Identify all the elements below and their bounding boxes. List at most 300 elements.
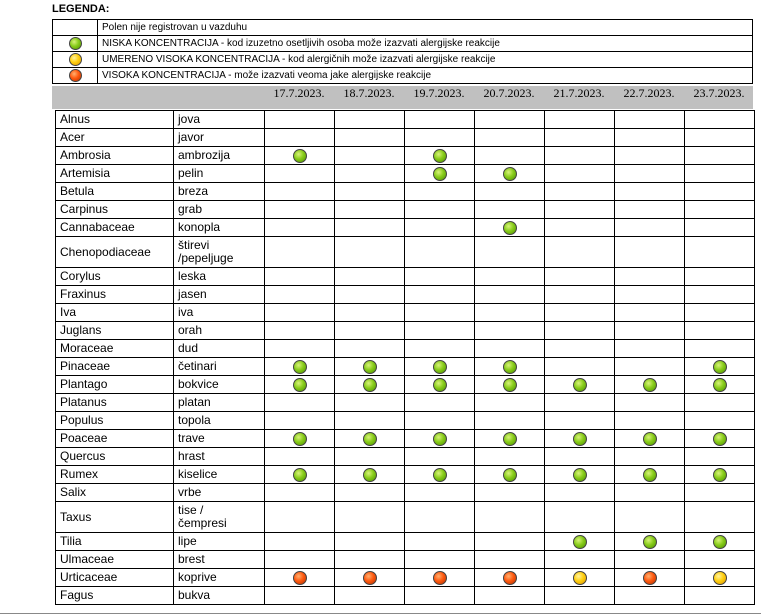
value-cell xyxy=(335,358,405,376)
low-concentration-icon xyxy=(573,432,587,446)
value-cell xyxy=(545,533,615,551)
local-name: bokvice xyxy=(174,376,265,394)
low-concentration-icon xyxy=(433,167,447,181)
value-cell xyxy=(545,430,615,448)
value-cell xyxy=(615,430,685,448)
table-row xyxy=(56,111,755,129)
value-cell xyxy=(335,322,405,340)
value-cell xyxy=(265,569,335,587)
value-cell xyxy=(545,322,615,340)
legend-symbol xyxy=(53,52,98,68)
value-cell xyxy=(265,147,335,165)
local-name: dud xyxy=(174,340,265,358)
value-cell xyxy=(335,484,405,502)
value-cell xyxy=(615,219,685,237)
legend-text: NISKA KONCENTRACIJA - kod izuzetno osetljivih osoba može izazvati alergijske reakcije xyxy=(98,36,753,52)
date-header: 23.7.2023. xyxy=(693,86,745,100)
local-name xyxy=(174,502,265,533)
high-concentration-icon xyxy=(363,571,377,585)
bottom-divider xyxy=(0,613,761,614)
value-cell xyxy=(475,183,545,201)
value-cell xyxy=(475,219,545,237)
value-cell xyxy=(545,219,615,237)
high-concentration-icon xyxy=(433,571,447,585)
local-name: leska xyxy=(174,268,265,286)
value-cell xyxy=(685,587,755,605)
latin-name: Poaceae xyxy=(56,430,174,448)
value-cell xyxy=(685,484,755,502)
legend-symbol xyxy=(53,36,98,52)
low-concentration-icon xyxy=(433,468,447,482)
date-header: 18.7.2023. xyxy=(343,86,395,100)
latin-name: Iva xyxy=(56,304,174,322)
value-cell xyxy=(335,147,405,165)
value-cell xyxy=(405,587,475,605)
latin-name: Ambrosia xyxy=(56,147,174,165)
value-cell xyxy=(685,111,755,129)
high-concentration-icon xyxy=(293,571,307,585)
value-cell xyxy=(335,551,405,569)
value-cell xyxy=(335,268,405,286)
value-cell xyxy=(685,268,755,286)
value-cell xyxy=(685,219,755,237)
value-cell xyxy=(475,201,545,219)
low-concentration-icon xyxy=(713,378,727,392)
value-cell xyxy=(475,322,545,340)
low-concentration-icon xyxy=(643,378,657,392)
value-cell xyxy=(335,129,405,147)
value-cell xyxy=(265,340,335,358)
mid-concentration-icon xyxy=(573,571,587,585)
value-cell xyxy=(265,268,335,286)
value-cell xyxy=(405,268,475,286)
value-cell xyxy=(405,394,475,412)
value-cell xyxy=(685,304,755,322)
value-cell xyxy=(265,129,335,147)
value-cell xyxy=(405,502,475,533)
value-cell xyxy=(475,502,545,533)
value-cell xyxy=(405,286,475,304)
table-row xyxy=(56,376,755,394)
value-cell xyxy=(265,466,335,484)
value-cell xyxy=(265,358,335,376)
low-concentration-icon xyxy=(363,432,377,446)
low-concentration-icon xyxy=(293,468,307,482)
local-name: kiselice xyxy=(174,466,265,484)
value-cell xyxy=(615,340,685,358)
latin-name: Carpinus xyxy=(56,201,174,219)
value-cell xyxy=(405,484,475,502)
value-cell xyxy=(545,340,615,358)
low-concentration-icon xyxy=(363,468,377,482)
table-row xyxy=(56,412,755,430)
value-cell xyxy=(475,286,545,304)
value-cell xyxy=(545,551,615,569)
low-concentration-icon xyxy=(69,37,82,50)
value-cell xyxy=(475,111,545,129)
value-cell xyxy=(335,502,405,533)
value-cell xyxy=(405,129,475,147)
low-concentration-icon xyxy=(293,378,307,392)
local-name: platan xyxy=(174,394,265,412)
latin-name: Alnus xyxy=(56,111,174,129)
value-cell xyxy=(265,165,335,183)
value-cell xyxy=(405,551,475,569)
latin-name: Urticaceae xyxy=(56,569,174,587)
value-cell xyxy=(545,286,615,304)
local-name: javor xyxy=(174,129,265,147)
value-cell xyxy=(335,286,405,304)
local-name: lipe xyxy=(174,533,265,551)
value-cell xyxy=(615,448,685,466)
local-name: orah xyxy=(174,322,265,340)
value-cell xyxy=(545,165,615,183)
low-concentration-icon xyxy=(503,378,517,392)
value-cell xyxy=(615,286,685,304)
value-cell xyxy=(615,129,685,147)
table-row xyxy=(56,322,755,340)
value-cell xyxy=(685,502,755,533)
value-cell xyxy=(545,183,615,201)
value-cell xyxy=(265,484,335,502)
value-cell xyxy=(475,376,545,394)
low-concentration-icon xyxy=(643,432,657,446)
table-row xyxy=(56,551,755,569)
table-row xyxy=(56,484,755,502)
value-cell xyxy=(475,412,545,430)
value-cell xyxy=(685,551,755,569)
value-cell xyxy=(545,448,615,466)
value-cell xyxy=(685,340,755,358)
legend-symbol xyxy=(53,20,98,36)
local-name: bukva xyxy=(174,587,265,605)
value-cell xyxy=(685,286,755,304)
value-cell xyxy=(475,533,545,551)
value-cell xyxy=(475,484,545,502)
value-cell xyxy=(545,394,615,412)
value-cell xyxy=(265,448,335,466)
legend-table xyxy=(52,19,753,84)
table-row xyxy=(56,183,755,201)
value-cell xyxy=(545,111,615,129)
local-name-line: /pepeljuge xyxy=(178,251,234,265)
date-header-bar xyxy=(52,86,753,109)
value-cell xyxy=(475,448,545,466)
value-cell xyxy=(545,147,615,165)
value-cell xyxy=(405,340,475,358)
low-concentration-icon xyxy=(433,378,447,392)
value-cell xyxy=(405,165,475,183)
table-row xyxy=(56,304,755,322)
value-cell xyxy=(545,569,615,587)
value-cell xyxy=(685,430,755,448)
low-concentration-icon xyxy=(643,535,657,549)
value-cell xyxy=(615,484,685,502)
high-concentration-icon xyxy=(503,571,517,585)
value-cell xyxy=(545,587,615,605)
low-concentration-icon xyxy=(293,149,307,163)
value-cell xyxy=(475,358,545,376)
table-row xyxy=(56,587,755,605)
value-cell xyxy=(545,304,615,322)
date-header: 22.7.2023. xyxy=(623,86,675,100)
value-cell xyxy=(545,412,615,430)
value-cell xyxy=(475,587,545,605)
low-concentration-icon xyxy=(573,378,587,392)
date-header: 21.7.2023. xyxy=(553,86,605,100)
local-name: konopla xyxy=(174,219,265,237)
value-cell xyxy=(685,147,755,165)
local-name-line: tise / xyxy=(178,503,204,517)
latin-name: Salix xyxy=(56,484,174,502)
value-cell xyxy=(335,394,405,412)
legend-row xyxy=(53,52,753,68)
latin-name: Populus xyxy=(56,412,174,430)
high-concentration-icon xyxy=(643,571,657,585)
value-cell xyxy=(405,358,475,376)
table-row xyxy=(56,219,755,237)
table-row xyxy=(56,569,755,587)
value-cell xyxy=(335,201,405,219)
latin-name: Acer xyxy=(56,129,174,147)
legend-row xyxy=(53,68,753,84)
local-name: trave xyxy=(174,430,265,448)
table-row xyxy=(56,129,755,147)
latin-name: Juglans xyxy=(56,322,174,340)
table-row xyxy=(56,268,755,286)
low-concentration-icon xyxy=(503,432,517,446)
value-cell xyxy=(545,502,615,533)
table-row xyxy=(56,466,755,484)
low-concentration-icon xyxy=(573,535,587,549)
latin-name: Corylus xyxy=(56,268,174,286)
value-cell xyxy=(475,430,545,448)
low-concentration-icon xyxy=(503,221,517,235)
value-cell xyxy=(545,237,615,268)
latin-name: Moraceae xyxy=(56,340,174,358)
value-cell xyxy=(335,165,405,183)
value-cell xyxy=(265,304,335,322)
value-cell xyxy=(405,219,475,237)
value-cell xyxy=(265,587,335,605)
value-cell xyxy=(615,376,685,394)
latin-name: Plantago xyxy=(56,376,174,394)
value-cell xyxy=(265,111,335,129)
table-row xyxy=(56,237,755,268)
value-cell xyxy=(685,201,755,219)
mid-concentration-icon xyxy=(713,571,727,585)
low-concentration-icon xyxy=(713,360,727,374)
value-cell xyxy=(335,587,405,605)
local-name: brest xyxy=(174,551,265,569)
value-cell xyxy=(405,376,475,394)
value-cell xyxy=(335,304,405,322)
value-cell xyxy=(685,448,755,466)
value-cell xyxy=(335,448,405,466)
high-concentration-icon xyxy=(69,69,82,82)
value-cell xyxy=(405,430,475,448)
value-cell xyxy=(615,111,685,129)
value-cell xyxy=(545,358,615,376)
value-cell xyxy=(335,376,405,394)
value-cell xyxy=(685,237,755,268)
value-cell xyxy=(405,183,475,201)
value-cell xyxy=(475,466,545,484)
value-cell xyxy=(405,412,475,430)
value-cell xyxy=(685,358,755,376)
value-cell xyxy=(335,111,405,129)
value-cell xyxy=(475,165,545,183)
value-cell xyxy=(475,340,545,358)
value-cell xyxy=(265,286,335,304)
value-cell xyxy=(405,304,475,322)
latin-name: Pinaceae xyxy=(56,358,174,376)
value-cell xyxy=(265,183,335,201)
table-row xyxy=(56,286,755,304)
latin-name: Quercus xyxy=(56,448,174,466)
table-row xyxy=(56,147,755,165)
value-cell xyxy=(265,412,335,430)
value-cell xyxy=(265,376,335,394)
value-cell xyxy=(335,412,405,430)
value-cell xyxy=(615,502,685,533)
value-cell xyxy=(545,376,615,394)
local-name: jasen xyxy=(174,286,265,304)
value-cell xyxy=(615,551,685,569)
value-cell xyxy=(265,237,335,268)
low-concentration-icon xyxy=(433,432,447,446)
value-cell xyxy=(475,304,545,322)
value-cell xyxy=(615,268,685,286)
local-name: hrast xyxy=(174,448,265,466)
value-cell xyxy=(335,430,405,448)
value-cell xyxy=(685,376,755,394)
local-name: breza xyxy=(174,183,265,201)
local-name: ambrozija xyxy=(174,147,265,165)
value-cell xyxy=(475,147,545,165)
local-name: topola xyxy=(174,412,265,430)
value-cell xyxy=(545,466,615,484)
low-concentration-icon xyxy=(713,535,727,549)
value-cell xyxy=(335,533,405,551)
value-cell xyxy=(405,111,475,129)
low-concentration-icon xyxy=(293,360,307,374)
value-cell xyxy=(335,466,405,484)
legend-row xyxy=(53,20,753,36)
latin-name: Fraxinus xyxy=(56,286,174,304)
value-cell xyxy=(335,340,405,358)
value-cell xyxy=(405,322,475,340)
latin-name: Platanus xyxy=(56,394,174,412)
legend-text: Polen nije registrovan u vazduhu xyxy=(98,20,753,36)
mid-concentration-icon xyxy=(69,53,82,66)
legend-text: UMERENO VISOKA KONCENTRACIJA - kod alergičnih može izazvati alergijske reakcije xyxy=(98,52,753,68)
table-row xyxy=(56,358,755,376)
value-cell xyxy=(475,551,545,569)
legend-symbol xyxy=(53,68,98,84)
local-name: grab xyxy=(174,201,265,219)
date-header: 20.7.2023. xyxy=(483,86,535,100)
legend-text: VISOKA KONCENTRACIJA - može izazvati veoma jake alergijske reakcije xyxy=(98,68,753,84)
legend-title: LEGENDA: xyxy=(52,3,110,15)
latin-name: Rumex xyxy=(56,466,174,484)
value-cell xyxy=(265,533,335,551)
local-name-line: čempresi xyxy=(178,516,227,530)
value-cell xyxy=(265,502,335,533)
value-cell xyxy=(615,394,685,412)
value-cell xyxy=(615,569,685,587)
table-row xyxy=(56,430,755,448)
local-name-line: štirevi xyxy=(178,238,210,252)
local-name xyxy=(174,237,265,268)
value-cell xyxy=(405,237,475,268)
latin-name: Tilia xyxy=(56,533,174,551)
value-cell xyxy=(405,201,475,219)
value-cell xyxy=(615,587,685,605)
value-cell xyxy=(615,322,685,340)
table-row xyxy=(56,502,755,533)
table-row xyxy=(56,394,755,412)
date-header: 19.7.2023. xyxy=(413,86,465,100)
latin-name: Artemisia xyxy=(56,165,174,183)
value-cell xyxy=(685,183,755,201)
local-name: četinari xyxy=(174,358,265,376)
value-cell xyxy=(545,201,615,219)
table-row xyxy=(56,448,755,466)
value-cell xyxy=(615,466,685,484)
value-cell xyxy=(615,147,685,165)
value-cell xyxy=(475,237,545,268)
table-row xyxy=(56,533,755,551)
latin-name: Fagus xyxy=(56,587,174,605)
value-cell xyxy=(265,394,335,412)
legend-row xyxy=(53,36,753,52)
local-name: iva xyxy=(174,304,265,322)
value-cell xyxy=(405,533,475,551)
value-cell xyxy=(335,237,405,268)
value-cell xyxy=(685,412,755,430)
low-concentration-icon xyxy=(433,360,447,374)
low-concentration-icon xyxy=(503,167,517,181)
local-name: jova xyxy=(174,111,265,129)
table-row xyxy=(56,165,755,183)
value-cell xyxy=(405,466,475,484)
value-cell xyxy=(405,569,475,587)
low-concentration-icon xyxy=(363,378,377,392)
low-concentration-icon xyxy=(503,360,517,374)
low-concentration-icon xyxy=(363,360,377,374)
value-cell xyxy=(265,322,335,340)
value-cell xyxy=(475,394,545,412)
value-cell xyxy=(615,183,685,201)
value-cell xyxy=(615,412,685,430)
low-concentration-icon xyxy=(573,468,587,482)
value-cell xyxy=(475,569,545,587)
latin-name: Chenopodiaceae xyxy=(56,237,174,268)
value-cell xyxy=(685,533,755,551)
value-cell xyxy=(615,304,685,322)
value-cell xyxy=(685,569,755,587)
low-concentration-icon xyxy=(433,149,447,163)
low-concentration-icon xyxy=(713,468,727,482)
value-cell xyxy=(615,165,685,183)
value-cell xyxy=(615,237,685,268)
latin-name: Cannabaceae xyxy=(56,219,174,237)
value-cell xyxy=(405,147,475,165)
local-name: pelin xyxy=(174,165,265,183)
value-cell xyxy=(685,165,755,183)
latin-name: Ulmaceae xyxy=(56,551,174,569)
